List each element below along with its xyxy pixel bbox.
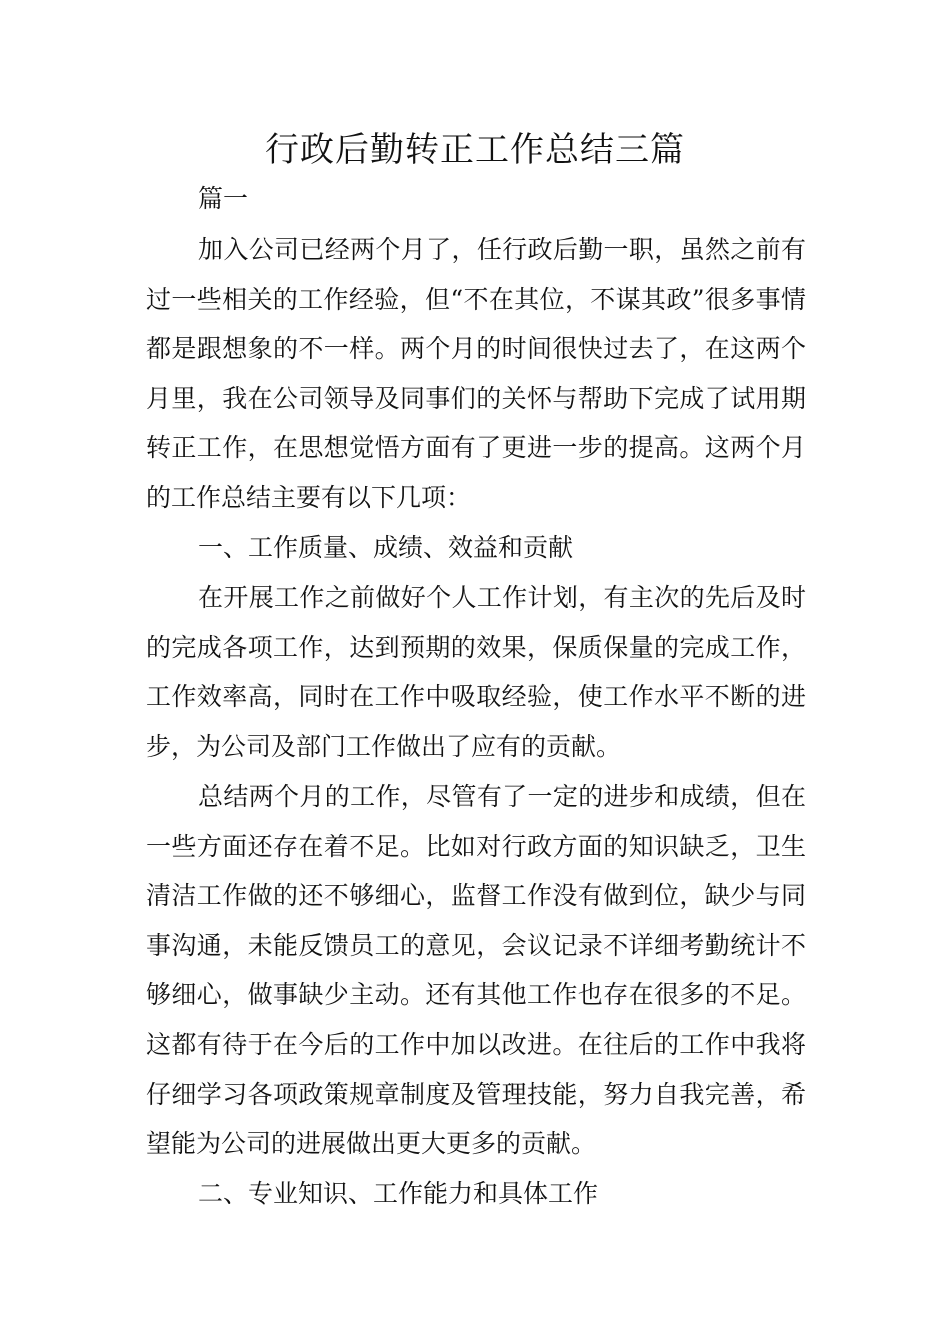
paragraph-summary: 总结两个月的工作，尽管有了一定的进步和成绩，但在一些方面还存在着不足。比如对行政方面的知识缺乏，卫生清洁工作做的还不够细心，监督工作没有做到位，缺少与同事沟通，未能反馈员工的意见，会议记录不详细考勤统计不够细心，做事缺少主动。还有其他工作也存在很多的不足。这都有待于在今后的工作中加以改进。在往后的工作中我将仔细学习各项政策规章制度及管理技能，努力自我完善，希望能为公司的进展做出更大更多的贡献。 — [146, 782, 806, 1159]
document-title: 行政后勤转正工作总结三篇 — [265, 130, 685, 170]
section-heading-2: 二、专业知识、工作能力和具体工作 — [198, 1179, 599, 1208]
section-label: 篇一 — [198, 184, 249, 213]
paragraph-work-quality: 在开展工作之前做好个人工作计划，有主次的先后及时的完成各项工作，达到预期的效果，保质保量的完成工作，工作效率高，同时在工作中吸取经验，使工作水平不断的进步，为公司及部门工作做出了应有的贡献。 — [146, 583, 806, 761]
section-heading-1: 一、工作质量、成绩、效益和贡献 — [198, 533, 574, 562]
paragraph-intro: 加入公司已经两个月了，任行政后勤一职，虽然之前有过一些相关的工作经验，但“不在其位，不谋其政”很多事情都是跟想象的不一样。两个月的时间很快过去了，在这两个月里，我在公司领导及同事们的关怀与帮助下完成了试用期转正工作，在思想觉悟方面有了更进一步的提高。这两个月的工作总结主要有以下几项： — [146, 235, 806, 512]
